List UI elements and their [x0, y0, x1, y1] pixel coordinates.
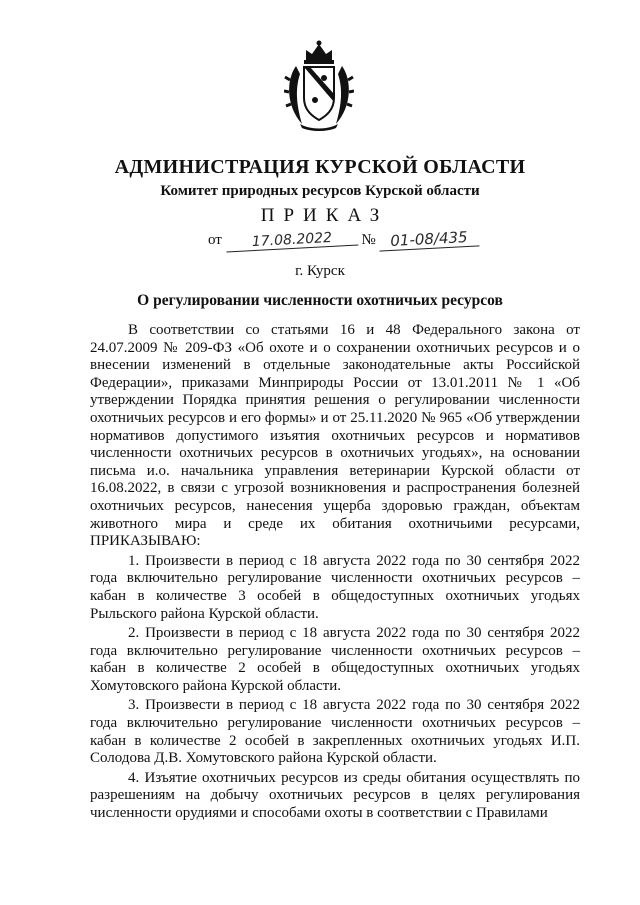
document-body: [90, 322, 580, 825]
document-heading: О регулировании численности охотничьих ресурсов: [137, 292, 503, 309]
document-type: ПРИКАЗ: [260, 205, 389, 226]
coat-of-arms-emblem: [284, 40, 354, 132]
order-item-3: 3. Произвести в период с 18 августа 2022 года по 30 сентября 2022 года включительно регулирование численности охотничьих ресурсов – кабан в количестве 2 особей в закрепленных охотничьих угодьях И.П. Солодова Д.В. Хомутовского района Курской области.: [90, 697, 580, 767]
number-prefix: №: [361, 232, 376, 248]
org-title: АДМИНИСТРАЦИЯ КУРСКОЙ ОБЛАСТИ: [114, 156, 526, 178]
date-prefix: от: [208, 232, 222, 248]
order-item-2: 2. Произвести в период с 18 августа 2022 года по 30 сентября 2022 года включительно регулирование численности охотничьих ресурсов – кабан в количестве 2 особей в общедоступных охотничьих угодьях Хомутовского района Курской области.: [90, 625, 580, 694]
preamble-paragraph: В соответствии со статьями 16 и 48 Федерального закона от 24.07.2009 № 209-ФЗ «Об охоте и о сохранении охотничьих ресурсов и о внесении изменений в отдельные законодательные акты Российской Федерации», приказами Минприроды России от 13.01.2011 № 1 «Об утверждении Порядка принятия решения о регулировании численности охотничьих ресурсов и его формы» и от 25.11.2020 № 965 «Об утверждении нормативов допустимого изъятия охотничьих ресурсов и нормативов численности охотничьих ресурсов в охотничьих угодьях», на основании письма и.о. начальника управления ветеринарии Курской области от 16.08.2022, в связи с угрозой возникновения и распространения болезней охотничьих ресурсов, нанесения ущерба здоровью граждан, объектам животного мира и среде их обитания охотничьими ресурсами, ПРИКАЗЫВАЮ:: [90, 322, 580, 550]
handwritten-number: 01-08/435: [379, 227, 480, 251]
date-number-line: [208, 227, 479, 251]
order-item-4: 4. Изъятие охотничьих ресурсов из среды обитания осуществлять по разрешениям на добычу охотничьих ресурсов в целях регулирования численности орудиями и способами охоты в соответствии с Правилами: [90, 769, 580, 822]
order-item-1: 1. Произвести в период с 18 августа 2022 года по 30 сентября 2022 года включительно регулирование численности охотничьих ресурсов – кабан в количестве 3 особей в общедоступных охотничьих угодьях Рыльского района Курской области.: [90, 552, 580, 622]
city-name: г. Курск: [295, 263, 345, 279]
committee-name: Комитет природных ресурсов Курской области: [160, 183, 480, 199]
handwritten-date: 17.08.2022: [225, 229, 358, 253]
